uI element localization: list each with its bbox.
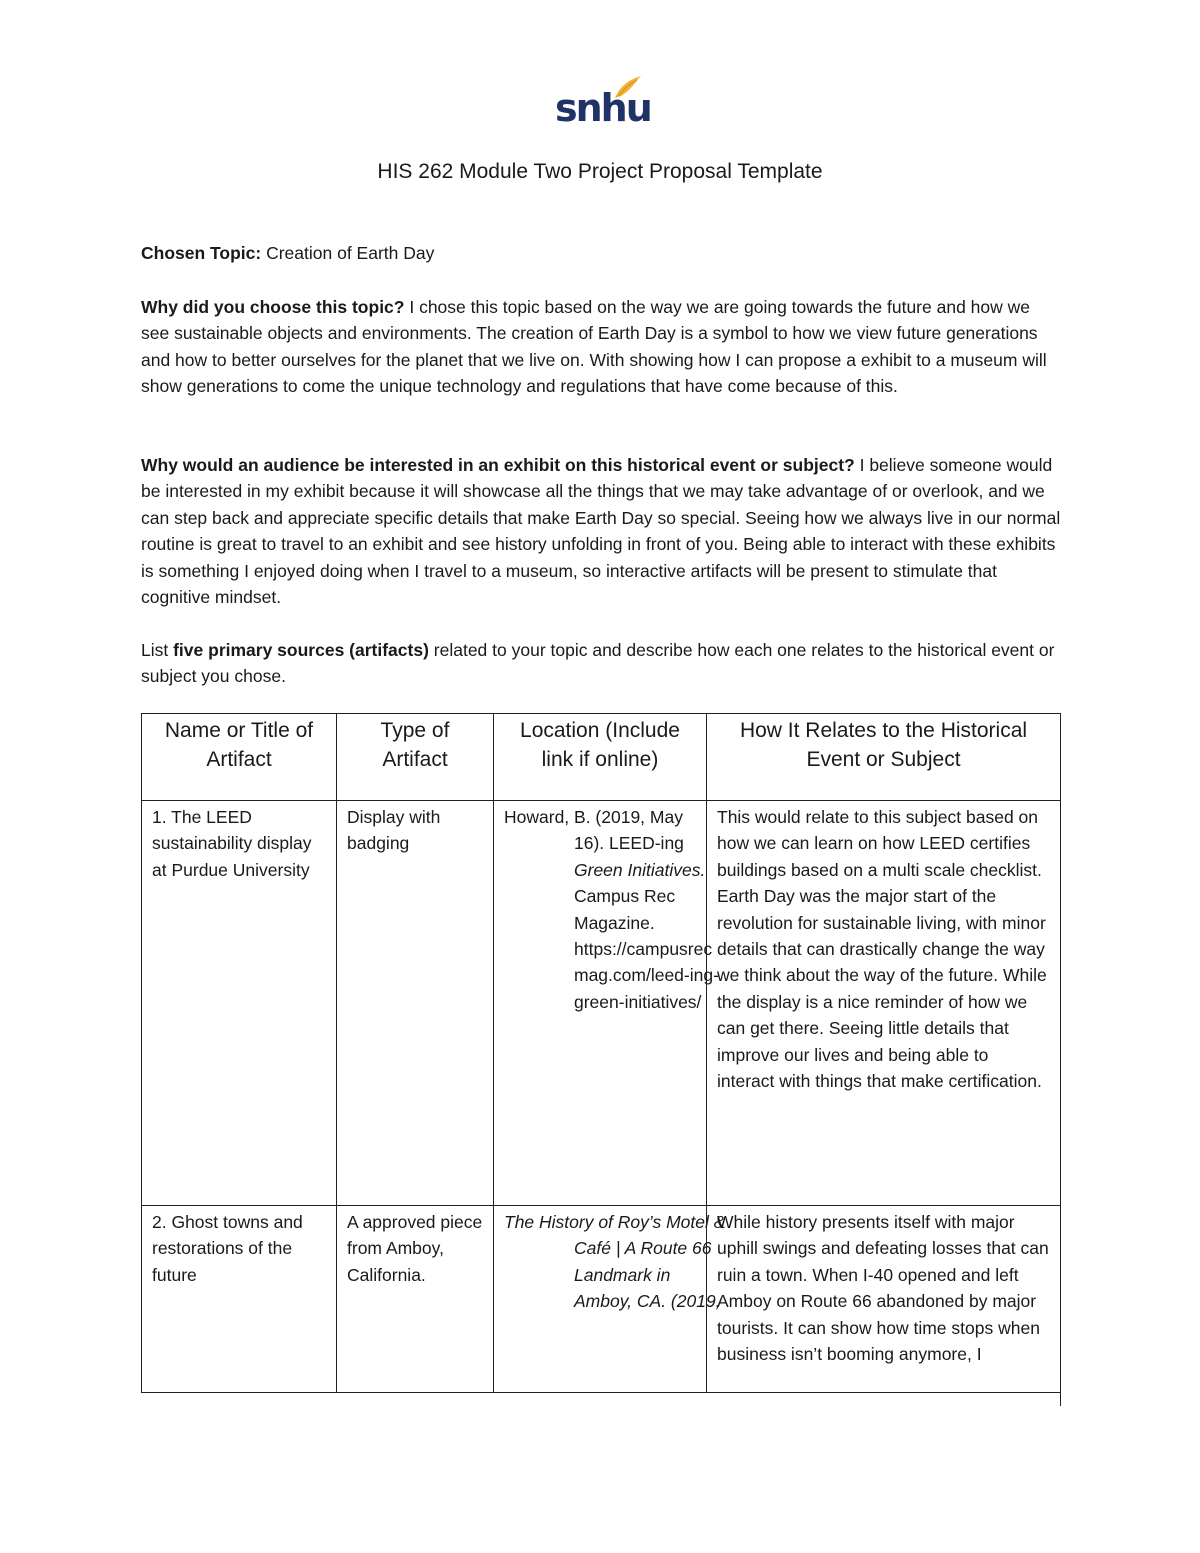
header-relation: How It Relates to the Historical Event or Subject	[707, 714, 1061, 801]
why-audience-section	[141, 452, 1061, 610]
location-line: The History of Roy’s Motel &	[504, 1212, 726, 1232]
location-line: Café | A Route 66	[574, 1238, 712, 1259]
why-audience-answer: I believe someone would be interested in my exhibit because it will showcase all the things that we may take advantage of or overlook, and we can step back and appreciate specific details that make Earth Day so special. Seeing how we always live in our normal routine is great to travel to an exhibit and see history unfolding in front of you. Being able to interact with these exhibits is something I enjoyed doing when I travel to a museum, so interactive artifacts will be present to stimulate that cognitive mindset.	[141, 455, 1061, 608]
artifact-location	[494, 801, 719, 1206]
logo-text: snhu	[555, 86, 651, 130]
location-link[interactable]: https://campusrec	[574, 939, 713, 960]
snhu-logo	[555, 74, 651, 134]
table-row	[142, 1206, 1061, 1406]
artifact-location	[494, 1206, 726, 1406]
table-bottom-border	[141, 1392, 1060, 1393]
location-line: 16). LEED-ing	[574, 833, 684, 854]
header-type: Type of Artifact	[337, 714, 494, 801]
why-audience-question: Why would an audience be interested in an exhibit on this historical event or subject?	[141, 455, 855, 475]
why-topic-section	[141, 294, 1061, 400]
location-line: Amboy, CA. (2019,	[574, 1291, 721, 1312]
instructions-prefix: List	[141, 640, 174, 660]
location-line: Howard, B. (2019, May	[504, 807, 683, 827]
location-link[interactable]: mag.com/leed-ing-	[574, 965, 719, 986]
artifact-name: 1. The LEED sustainability display at Purdue University	[142, 801, 337, 1206]
table-row	[142, 801, 1061, 1206]
why-topic-answer: I chose this topic based on the way we are going towards the future and how we see sustainable objects and environments. The creation of Earth Day is a symbol to how we view future generations and how to better ourselves for the planet that we live on. With showing how I can propose a exhibit to a museum will show generations to come the unique technology and regulations that have come because of this.	[141, 297, 1047, 397]
artifact-relation: This would relate to this subject based on how we can learn on how LEED certifies buildings based on a multi scale checklist. Earth Day was the major start of the revolution for sustainable living, with minor details that can drastically change the way we think about the way of the future. While the display is a nice reminder of how we can get there. Seeing little details that improve our lives and being able to interact with things that make certification.	[707, 801, 1061, 1206]
page-title: HIS 262 Module Two Project Proposal Template	[377, 160, 823, 183]
artifact-type: A approved piece from Amboy, California.	[337, 1206, 494, 1406]
location-line: Campus Rec	[574, 886, 676, 907]
page-bottom-margin	[141, 1393, 1060, 1553]
artifact-type: Display with badging	[337, 801, 494, 1206]
artifact-relation: While history presents itself with major uphill swings and defeating losses that can ruin a town. When I-40 opened and left Amboy on Route 66 abandoned by major tourists. It can show how time stops when business isn’t booming anymore, I	[707, 1206, 1061, 1406]
chosen-topic-value: Creation of Earth Day	[261, 243, 435, 263]
location-line: Landmark in	[574, 1264, 671, 1285]
location-line: Green Initiatives.	[574, 859, 706, 880]
why-topic-question: Why did you choose this topic?	[141, 297, 405, 317]
instructions-bold: five primary sources (artifacts)	[173, 640, 429, 660]
table-header-row	[142, 714, 1061, 801]
artifact-name: 2. Ghost towns and restorations of the future	[142, 1206, 337, 1406]
header-location: Location (Include link if online)	[494, 714, 707, 801]
location-line: Magazine.	[574, 912, 655, 933]
artifacts-table	[141, 713, 1061, 1406]
header-name: Name or Title of Artifact	[142, 714, 337, 801]
location-link[interactable]: green-initiatives/	[574, 991, 702, 1012]
chosen-topic-label: Chosen Topic:	[141, 243, 262, 263]
chosen-topic	[141, 240, 1061, 266]
instructions	[141, 637, 1061, 690]
instructions-suffix: related to your topic and describe how each one relates to the historical event or subject you chose.	[141, 640, 1055, 687]
